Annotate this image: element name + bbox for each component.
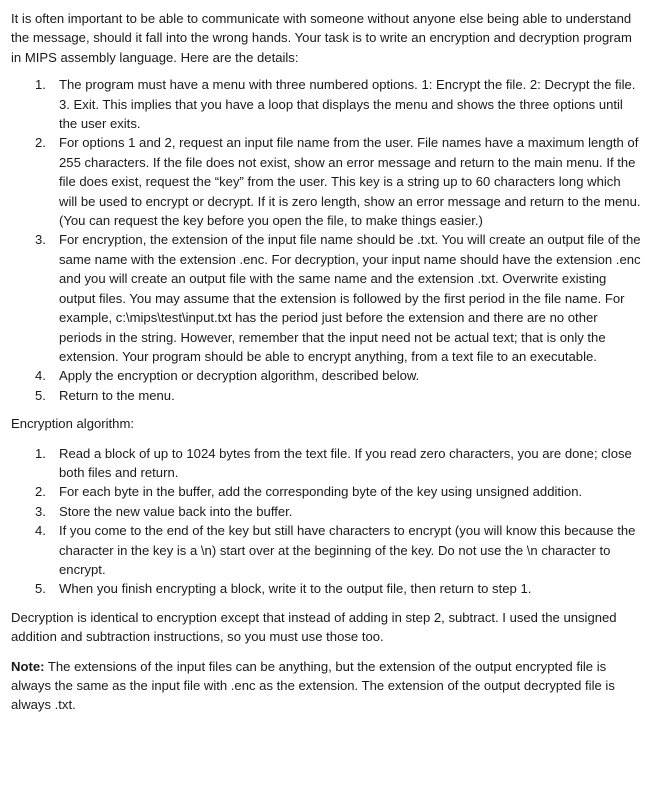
list-item [11, 521, 641, 579]
item-text: For encryption, the extension of the input file name should be .txt. You will create an output file of the same name with the extension .enc. For decryption, your input name should have the extension .enc and you will create an output file with the same name and the extension .txt. Overwrite existing output files. You may assume that the extension is followed by the first period in the file name. For example, c:\mips\test\input.txt has the period just before the extension and there are no other periods in the string. However, remember that the input need not be actual text; that is only the extension. Your program should be able to encrypt anything, from a text file to an executable. [59, 232, 641, 364]
note-text: The extensions of the input files can be anything, but the extension of the output encrypted file is always the same as the input file with .enc as the extension. The extension of the output decrypted file is always .txt. [11, 658, 615, 713]
list-item [11, 502, 641, 521]
decryption-paragraph: Decryption is identical to encryption except that instead of adding in step 2, subtract. I used the unsigned addition and subtraction instructions, so you must use those too. [11, 609, 617, 645]
item-text: When you finish encrypting a block, write it to the output file, then return to step 1. [59, 581, 532, 597]
item-number: 4. [35, 523, 46, 539]
item-number: 1. [35, 77, 46, 93]
item-number: 2. [35, 484, 46, 500]
item-text: If you come to the end of the key but still have characters to encrypt (you will know this because the character in the key is a \n) start over at the beginning of the key. Do not use the \n character to encrypt. [59, 523, 636, 577]
algorithm-heading: Encryption algorithm: [11, 416, 134, 432]
item-number: 3. [35, 503, 46, 519]
note-paragraph [11, 657, 641, 715]
list-item [11, 75, 641, 133]
item-number: 5. [35, 387, 46, 403]
list-item [11, 444, 641, 483]
item-text: Return to the menu. [59, 387, 175, 403]
item-number: 3. [35, 232, 46, 248]
list-item [11, 133, 641, 230]
item-text: For options 1 and 2, request an input file name from the user. File names have a maximum length of 255 characters. If the file does not exist, show an error message and return to the main menu. If the file does exist, request the “key” from the user. This key is a string up to 60 characters long which will be used to encrypt or decrypt. If it is zero length, show an error message and return to the menu. (You can request the key before you open the file, to make things easier.) [59, 135, 641, 229]
list-item [11, 386, 641, 405]
note-label: Note: [11, 658, 45, 674]
item-text: For each byte in the buffer, add the corresponding byte of the key using unsigned addition. [59, 484, 583, 500]
list-item [11, 230, 641, 366]
algorithm-steps-list [11, 444, 641, 599]
item-number: 5. [35, 581, 46, 597]
item-number: 4. [35, 368, 46, 384]
intro-paragraph: It is often important to be able to communicate with someone without anyone else being able to understand the message, should it fall into the wrong hands. Your task is to write an encryption and decryption program in MIPS assembly language. Here are the details: [11, 11, 632, 65]
item-number: 1. [35, 445, 46, 461]
item-text: Apply the encryption or decryption algorithm, described below. [59, 368, 420, 384]
item-text: The program must have a menu with three numbered options. 1: Encrypt the file. 2: Decrypt the file. 3. Exit. This implies that you have a loop that displays the menu and shows the three options until the user exits. [59, 77, 636, 132]
list-item [11, 579, 641, 598]
list-item [11, 482, 641, 501]
item-text: Store the new value back into the buffer. [59, 503, 293, 519]
list-item [11, 366, 641, 385]
item-text: Read a block of up to 1024 bytes from the text file. If you read zero characters, you are done; close both files and return. [59, 445, 632, 480]
item-number: 2. [35, 135, 46, 151]
details-list [11, 75, 641, 405]
